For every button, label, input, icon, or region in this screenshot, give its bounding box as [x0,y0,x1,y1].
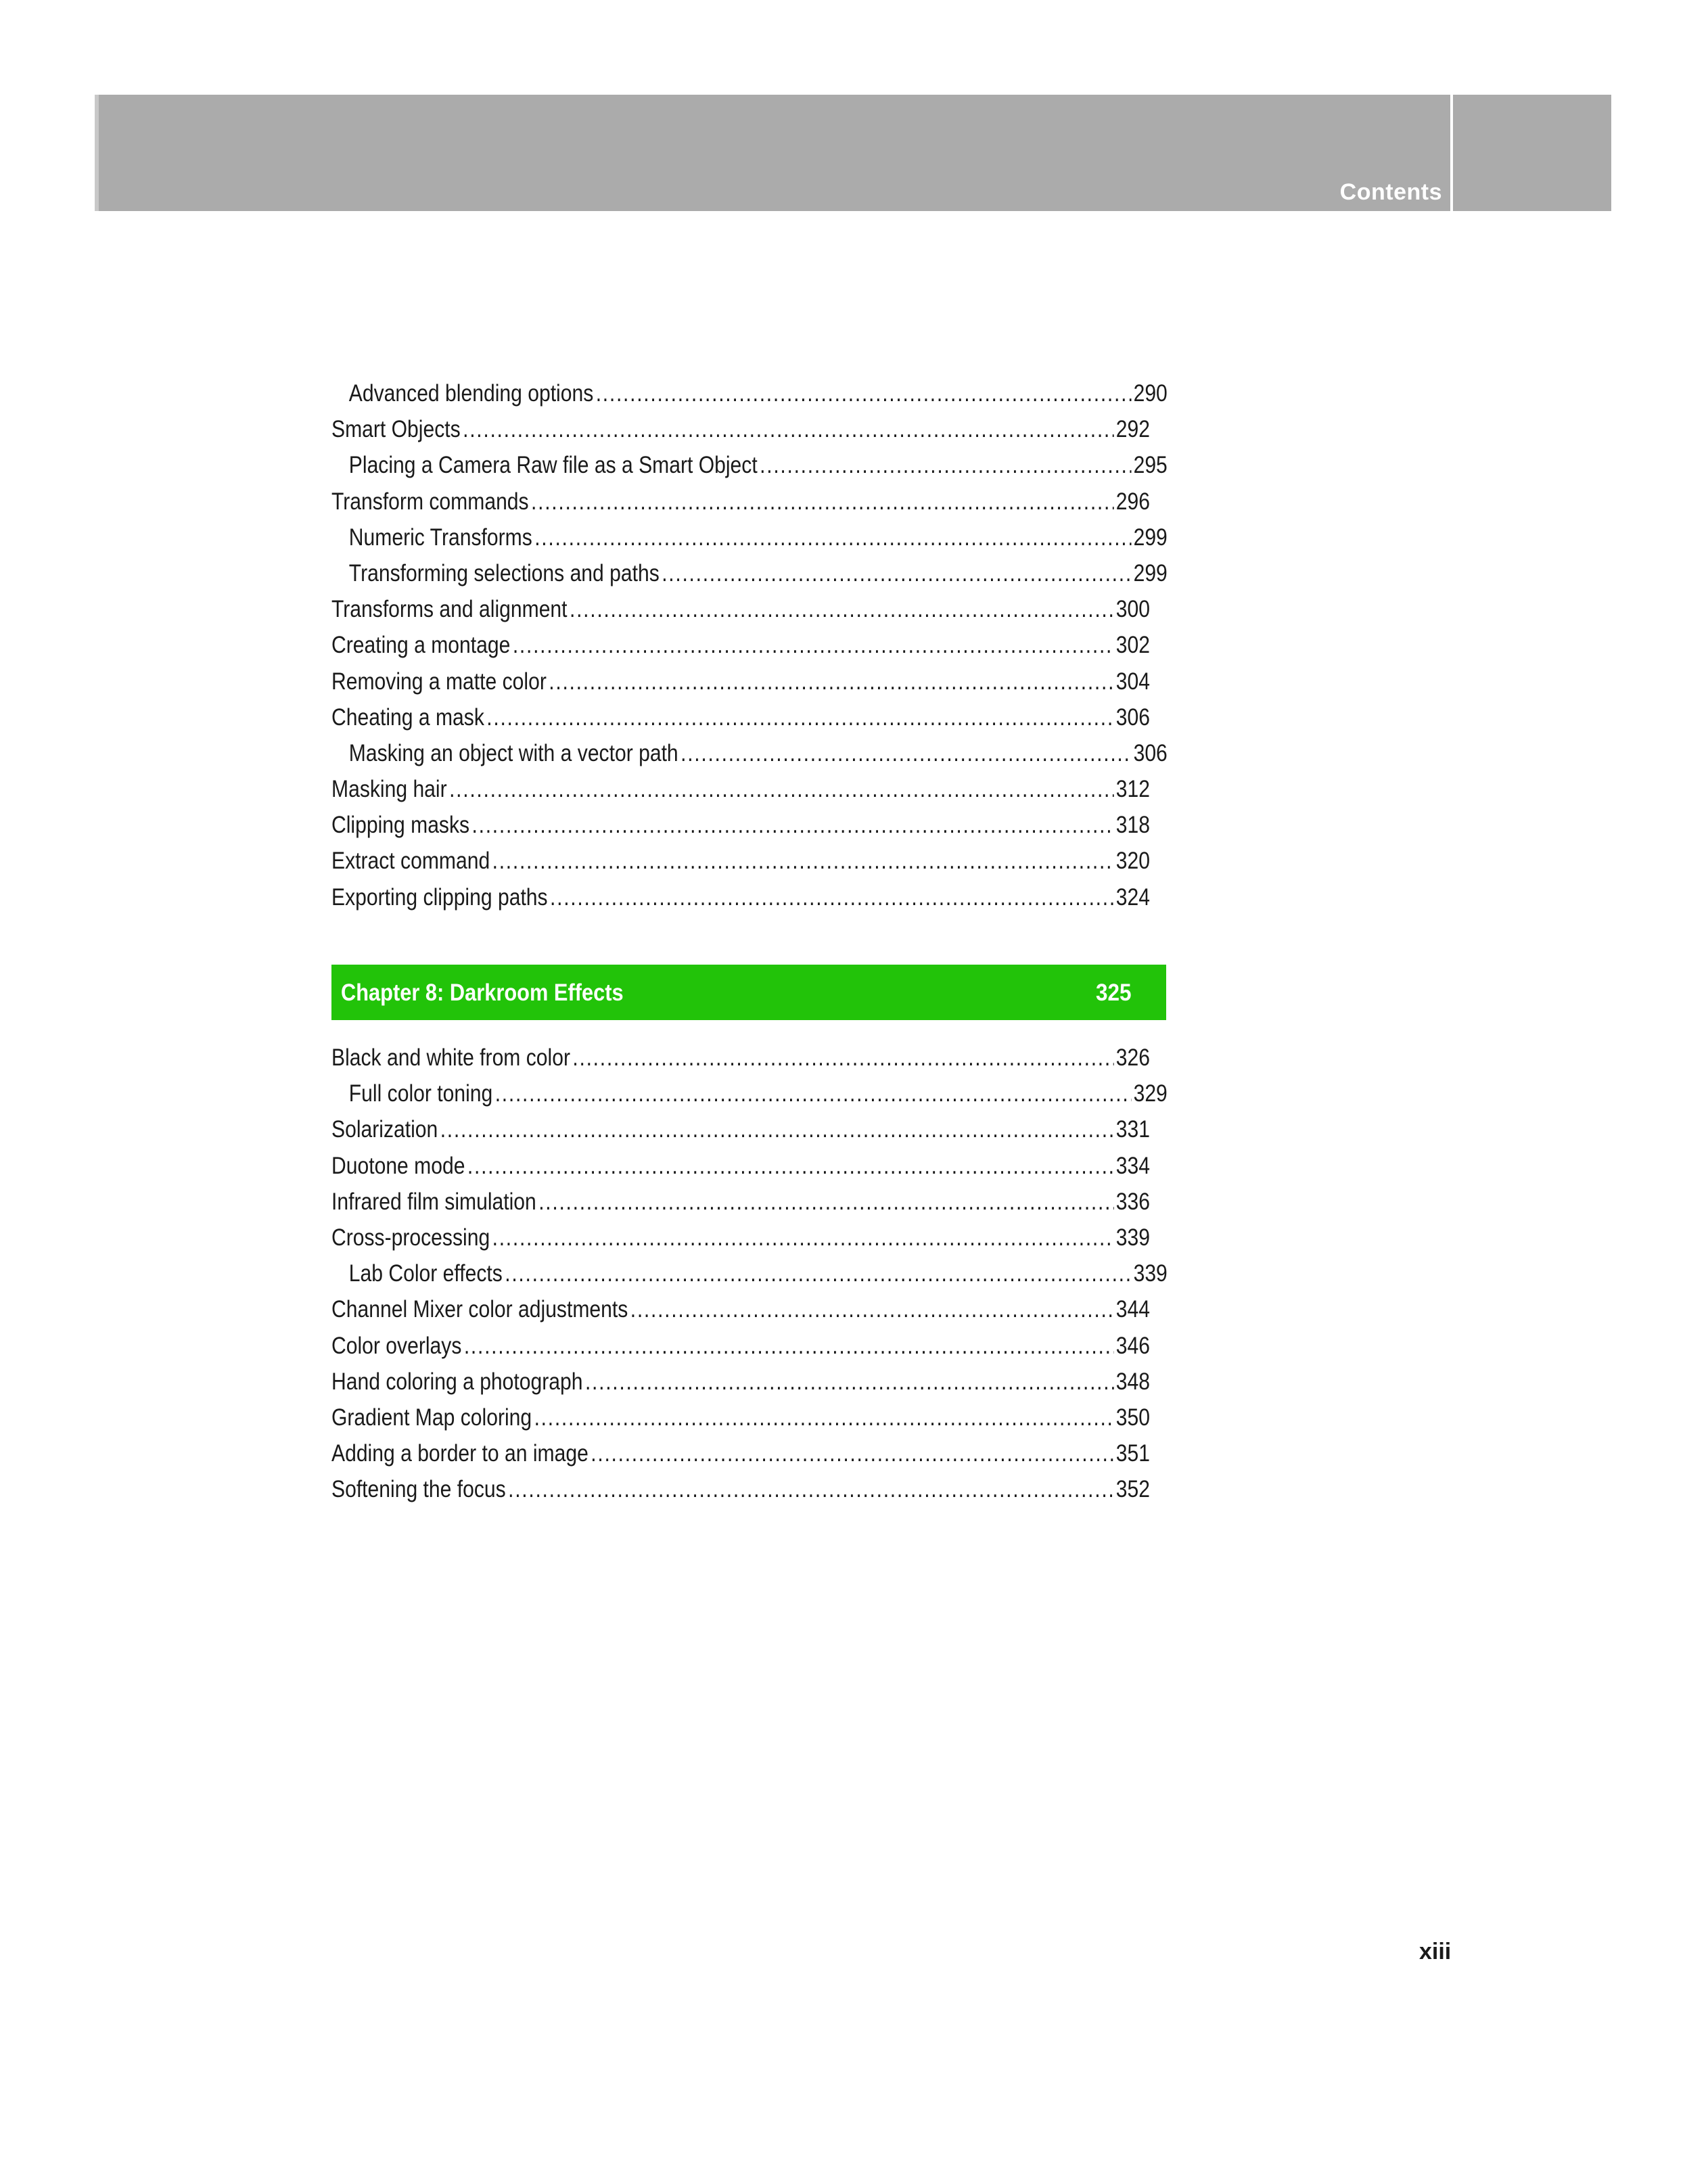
toc-entry[interactable] [331,380,1168,416]
toc-entry-label: Creating a montage [331,632,511,659]
page-number: xiii [1419,1939,1452,1964]
toc-entry-page: 299 [1133,524,1168,551]
toc-entry[interactable] [331,1333,1150,1368]
toc-entry-page: 339 [1115,1224,1151,1251]
toc-dot-leader [463,416,1113,443]
toc-entry-label: Exporting clipping paths [331,883,548,911]
toc-entry-label: Clipping masks [331,812,470,839]
toc-entry[interactable] [331,704,1150,740]
toc-entry[interactable] [331,1044,1150,1080]
toc-entry[interactable] [331,524,1168,560]
toc-dot-leader [495,1080,1131,1107]
toc-dot-leader [505,1260,1131,1287]
toc-dot-leader [538,1189,1113,1216]
toc-dot-leader [662,560,1131,587]
toc-entry-label: Hand coloring a photograph [331,1368,583,1395]
toc-entry-label: Duotone mode [331,1152,465,1179]
toc-entry-page: 304 [1115,668,1151,695]
toc-section-1 [331,380,1168,920]
toc-entry-page: 296 [1115,488,1151,515]
toc-dot-leader [534,1404,1114,1431]
toc-entry-page: 292 [1115,416,1151,443]
toc-entry[interactable] [331,1404,1150,1440]
toc-entry[interactable] [331,1153,1150,1189]
toc-entry-page: 339 [1133,1260,1168,1287]
toc-entry-label: Removing a matte color [331,668,547,695]
toc-dot-leader [492,1224,1114,1251]
toc-entry[interactable] [331,1116,1150,1152]
toc-dot-leader [464,1333,1114,1360]
toc-entry-label: Transforms and alignment [331,596,568,623]
toc-entry-label: Cheating a mask [331,704,484,731]
toc-dot-leader [508,1476,1113,1503]
toc-dot-leader [534,524,1131,551]
toc-entry-page: 306 [1133,739,1168,766]
header-divider [1450,95,1453,211]
chapter-page-number: 325 [1096,980,1132,1006]
toc-entry-label: Infrared film simulation [331,1188,536,1215]
toc-entry-page: 290 [1133,380,1168,407]
toc-entry-page: 334 [1115,1152,1151,1179]
toc-dot-leader [492,848,1114,875]
toc-entry-page: 346 [1115,1332,1151,1359]
toc-entry[interactable] [331,416,1150,452]
toc-entry[interactable] [331,848,1150,883]
toc-entry-page: 350 [1115,1404,1151,1431]
toc-entry-page: 344 [1115,1296,1151,1323]
toc-entry-page: 299 [1133,559,1168,586]
toc-entry-label: Solarization [331,1116,438,1143]
toc-dot-leader [585,1368,1113,1396]
toc-entry-page: 295 [1133,452,1168,479]
toc-dot-leader [513,632,1114,659]
toc-entry[interactable] [331,812,1150,848]
toc-section-2 [331,1044,1168,1512]
toc-entry-page: 300 [1115,596,1151,623]
toc-entry-label: Color overlays [331,1332,462,1359]
toc-entry[interactable] [331,740,1168,776]
toc-dot-leader [531,488,1113,515]
toc-entry-page: 320 [1115,848,1151,875]
toc-dot-leader [486,704,1113,731]
toc-entry-page: 306 [1115,704,1151,731]
toc-entry-label: Softening the focus [331,1476,506,1503]
toc-dot-leader [596,380,1131,407]
toc-entry-page: 348 [1115,1368,1151,1395]
toc-entry-label: Gradient Map coloring [331,1404,532,1431]
toc-entry[interactable] [331,1296,1150,1332]
toc-dot-leader [570,596,1113,623]
toc-entry-page: 312 [1115,776,1151,803]
toc-entry[interactable] [331,1189,1150,1224]
toc-entry-label: Black and white from color [331,1044,570,1071]
toc-entry-label: Transform commands [331,488,529,515]
toc-entry-label: Advanced blending options [348,380,594,407]
toc-dot-leader [591,1440,1113,1467]
header-left-edge [95,95,99,211]
toc-entry-page: 352 [1115,1476,1151,1503]
toc-entry-label: Masking an object with a vector path [348,739,678,766]
toc-entry-label: Smart Objects [331,416,461,443]
toc-entry-label: Full color toning [348,1080,493,1107]
toc-entry-page: 318 [1115,812,1151,839]
toc-dot-leader [440,1116,1114,1143]
toc-entry-label: Lab Color effects [348,1260,503,1287]
toc-dot-leader [760,452,1131,479]
toc-entry[interactable] [331,776,1150,812]
header-bar [95,95,1611,211]
toc-entry-page: 326 [1115,1044,1151,1071]
toc-entry-page: 329 [1133,1080,1168,1107]
toc-entry[interactable] [331,452,1168,488]
toc-entry-label: Extract command [331,848,490,875]
toc-entry[interactable] [331,488,1150,524]
toc-entry-page: 351 [1115,1440,1151,1467]
toc-dot-leader [680,740,1131,767]
header-title: Contents [1339,179,1442,205]
toc-entry[interactable] [331,1260,1168,1296]
toc-entry[interactable] [331,560,1168,596]
toc-entry[interactable] [331,884,1150,920]
chapter-title: Chapter 8: Darkroom Effects [341,980,624,1006]
toc-dot-leader [630,1296,1114,1323]
toc-entry[interactable] [331,1440,1150,1476]
toc-entry[interactable] [331,1080,1168,1116]
toc-entry[interactable] [331,1476,1150,1512]
toc-entry-label: Numeric Transforms [348,524,532,551]
toc-entry[interactable] [331,596,1150,632]
toc-entry-label: Masking hair [331,776,447,803]
toc-entry-label: Transforming selections and paths [348,559,660,586]
toc-entry-label: Cross-processing [331,1224,490,1251]
chapter-banner[interactable] [331,965,1166,1020]
toc-dot-leader [550,884,1113,911]
toc-dot-leader [449,776,1113,803]
toc-dot-leader [467,1153,1113,1180]
toc-entry-label: Placing a Camera Raw file as a Smart Object [348,452,758,479]
toc-entry-page: 302 [1115,632,1151,659]
toc-entry[interactable] [331,1368,1150,1404]
toc-dot-leader [549,668,1113,695]
toc-entry-page: 336 [1115,1188,1151,1215]
toc-dot-leader [472,812,1114,839]
toc-entry-page: 324 [1115,883,1151,911]
toc-entry-label: Adding a border to an image [331,1440,588,1467]
toc-entry-label: Channel Mixer color adjustments [331,1296,628,1323]
toc-entry[interactable] [331,1224,1150,1260]
toc-entry[interactable] [331,668,1150,704]
toc-dot-leader [572,1044,1113,1072]
toc-entry[interactable] [331,632,1150,668]
toc-entry-page: 331 [1115,1116,1151,1143]
